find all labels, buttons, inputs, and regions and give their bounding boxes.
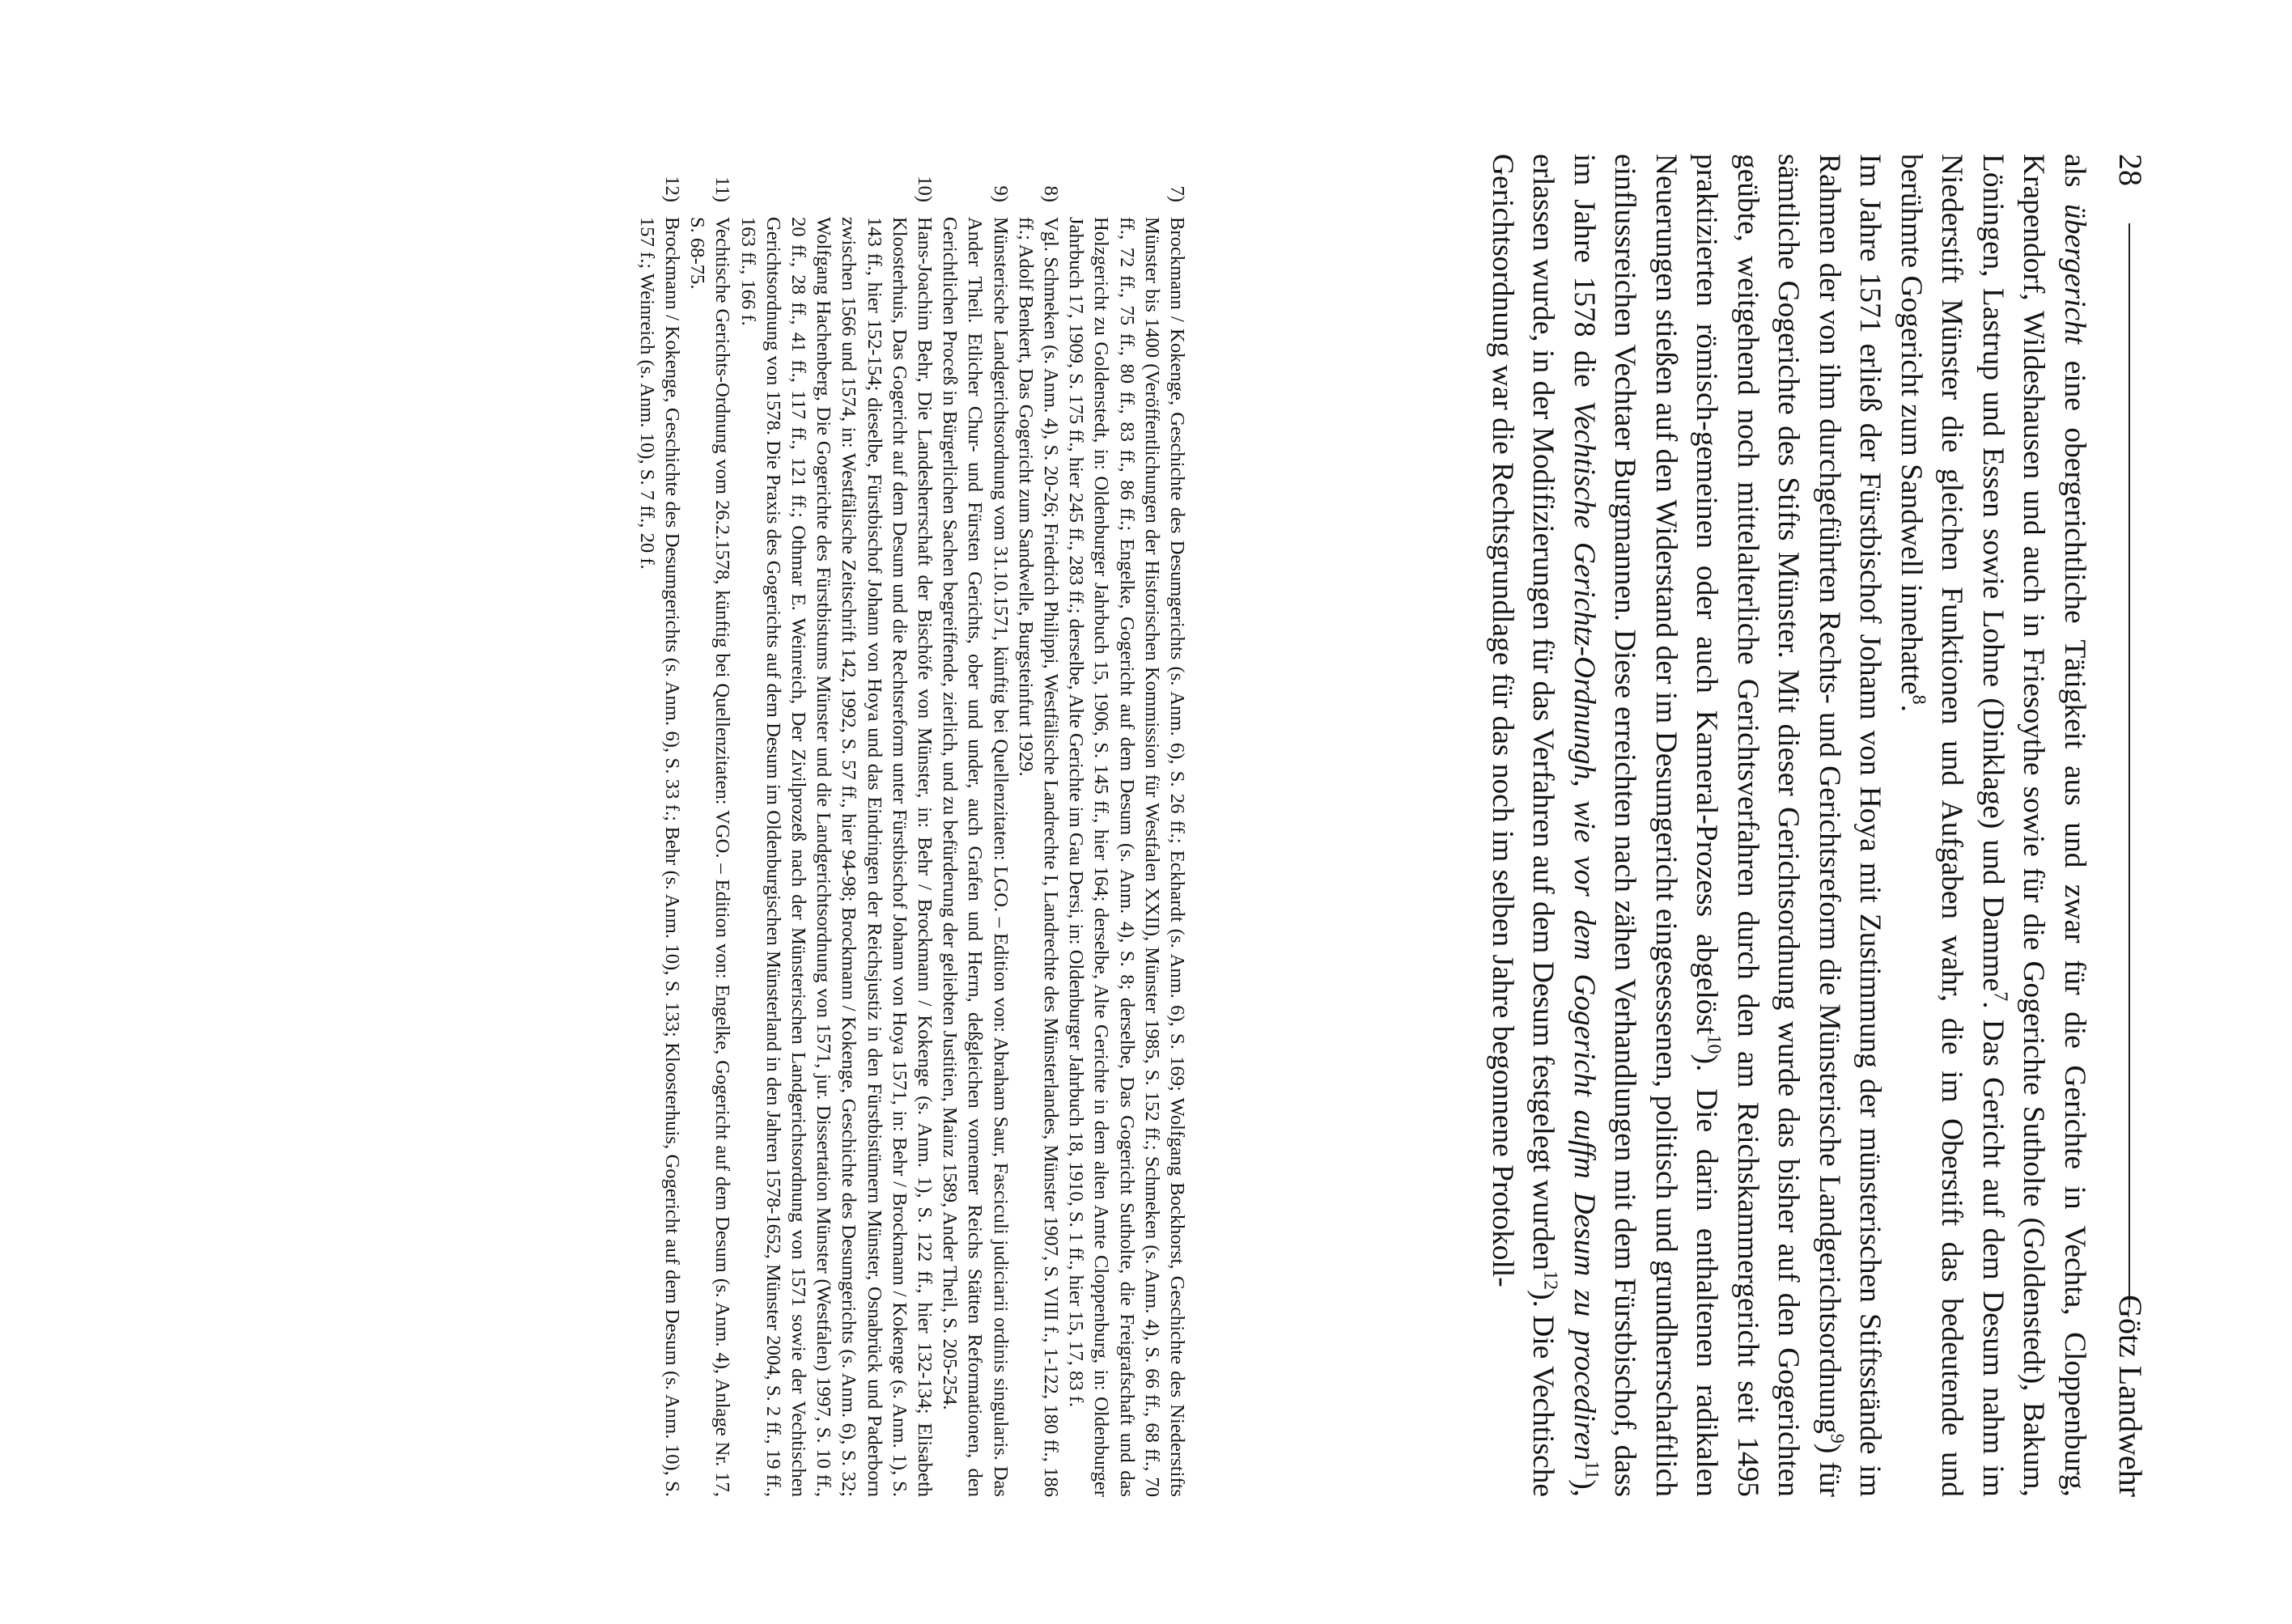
footnote-reference: 7 — [1989, 991, 2011, 1002]
main-text — [1482, 154, 2095, 1497]
text-run: als — [2058, 154, 2091, 205]
text-run: ) für sämtliche Gogerichte des Stifts Münster. Mit dieser Gerichtsordnung wurde das bisher auf den Gogerichten geübte, weitgehend noch mittelalterliche Gerichtsverfahren durch den am Reichskammergericht seit 1495 praktizierten römisch-gemeinen oder auch Kameral-Prozess abgelöst — [1690, 154, 1846, 1497]
footnote-number: 8) — [1039, 185, 1062, 202]
footnote — [1013, 154, 1063, 1497]
footnotes — [635, 154, 1190, 1497]
text-run: . — [1895, 704, 1928, 713]
footnote — [735, 154, 937, 1497]
footnote-number: 9) — [989, 185, 1012, 202]
book-page — [186, 154, 2154, 1497]
text-run: eine obergerichtliche Tätigkeit aus und zwar für die Gerichte in Vechta, Cloppenburg, Krapendorf, Wildeshausen und auch in Friesoythe sowie für die Gogerichte Sutholte (Goldenstedt), Bakum, Löningen, Lastrup und Essen sowie Lohne (Dinklage) und Damme — [1976, 154, 2091, 1497]
footnote-text: Brockmann / Kokenge, Geschichte des Desumgerichts (s. Anm. 6), S. 26 ff.; Eckhardt (s. Anm. 6), S. 169; Wolfgang Bockhorst, Geschichte des Niederstifts Münster bis 1400 (Veröffentlichungen der Historischen Kommission für Westfalen XXII), Münster 1985, S. 152 ff.; Schmeken (s. Anm. 4), S. 66 ff., 68 ff., 70 ff., 72 ff., 75 ff., 80 ff., 83 ff., 86 ff.; Engelke, Gogericht auf dem Desum (s. Anm. 4), S. 8; derselbe, Das Gogericht Sutholte, die Freigrafschaft und das Holzgericht zu Goldenstedt, in: Oldenburger Jahrbuch 15, 1906, S. 145 ff., hier 164; derselbe, Alte Gerichte in dem alten Amte Cloppenburg, in: Oldenburger Jahrbuch 17, 1909, S. 175 ff., hier 245 ff., 283 ff.; derselbe, Alte Gerichte im Gau Dersi, in: Oldenburger Jahrbuch 18, 1910, S. 1 ff., hier 15, 17, 83 f. — [1065, 217, 1188, 1497]
footnote-reference: 10 — [1703, 1034, 1725, 1054]
text-run: ). Die Vechtische Gerichtsordnung war die Rechtsgrundlage für das noch im selben Jahre begonnene Protokoll- — [1486, 154, 1560, 1497]
footnote — [685, 154, 735, 1497]
text-run: ), erlassen wurde, in der Modifizierungen für das Verfahren auf dem Desum festgelegt wurden — [1526, 154, 1601, 1497]
footnote-text: Brockmann / Kokenge, Geschichte des Desumgerichts (s. Anm. 6), S. 33 f.; Behr (s. Anm. 10), S. 133; Kloosterhuis, Gogericht auf dem Desum (s. Anm. 10), S. 157 f.; Weinreich (s. Anm. 10), S. 7 ff., 20 f. — [635, 217, 683, 1497]
text-run: . Das Gericht auf dem Desum nahm im Niederstift Münster die gleichen Funktionen und Aufgaben wahr, die im Oberstift das bedeutende und berühmte Gogericht zum Sandwell innehatte — [1895, 154, 2010, 1497]
footnote-reference: 9 — [1826, 1433, 1848, 1444]
footnote-number: 7) — [1166, 185, 1188, 202]
footnote-reference: 11 — [1581, 1461, 1602, 1480]
running-head-author: Götz Landwehr — [2112, 1295, 2149, 1497]
footnote — [1063, 154, 1190, 1497]
footnote-text: Hans-Joachim Behr, Die Landesherrschaft der Bischöfe von Münster, in: Behr / Brockmann / Kokenge (s. Anm. 1), S. 122 ff., hier 132-134; Elisabeth Kloosterhuis, Das Gogericht auf dem Desum und die Rechtsreform unter Fürstbischof Johann von Hoya 1571, in: Behr / Brockmann / Kokenge (s. Anm. 1), S. 143 ff., hier 152-154; dieselbe, Fürstbischof Johann von Hoya und das Eindringen der Reichsjustiz in den Fürstbistümern Münster, Osnabrück und Paderborn zwischen 1566 und 1574, in: Westfälische Zeitschrift 142, 1992, S. 57 ff., hier 94-98; Brockmann / Kokenge, Geschichte des Desumgerichts (s. Anm. 6), S. 32; Wolfgang Hachenberg, Die Gogerichte des Fürstbistums Münster und die Landgerichtsordnung von 1571, jur. Dissertation Münster (Westfalen) 1997, S. 10 ff., 20 ff., 28 ff., 41 ff., 117 ff., 121 ff.; Othmar E. Weinreich, Der Zivilprozeß nach der Münsterischen Landgerichtsordnung von 1571 sowie der Vechtischen Gerichtsordnung von 1578. Die Praxis des Gogerichts auf dem Desum im Oldenburgischen Münsterland in den Jahren 1578-1652, Münster 2004, S. 2 ff., 19 ff., 163 ff., 166 f. — [736, 217, 936, 1497]
page-number: 28 — [2112, 154, 2149, 186]
text-run: Im Jahre 1571 erließ der Fürstbischof Johann von Hoya mit Zustimmung der münsterischen Stiftsstände im Rahmen der von ihm durchgeführten Rechts- und Gerichtsreform die Münsterische Landgerichtsordnung — [1813, 154, 1887, 1497]
header-rule — [2129, 223, 2130, 1308]
italic-text: übergericht — [2058, 204, 2091, 345]
footnote-number: 11) — [711, 176, 734, 202]
text-run: ). Die darin enthaltenen radikalen Neuerungen stießen auf den Widerstand der im Desumgericht eingesessenen, politisch und grundherrschaftlich einflussreichen Vechtaer Burgmannen. Diese erreichten nach zähen Verhandlungen mit dem Fürstbischof, dass im Jahre 1578 die — [1568, 154, 1724, 1497]
footnote-text: Vgl. Schmeken (s. Anm. 4), S. 20-26; Friedrich Philippi, Westfälische Landrechte I, Landrechte des Münsterlandes, Münster 1907, S. VIII f., 1-122, 180 ff., 186 ff.; Adolf Benkert, Das Gogericht zum Sandwelle, Burgsteinfurt 1929. — [1014, 217, 1062, 1497]
footnote-text: Münsterische Landgerichtsordnung vom 31.10.1571, künftig bei Quellenzitaten: LGO. – Edition von: Abraham Saur, Fasciculi judiciarii ordinis singularis. Das Ander Theil. Etlicher Chur- und Fürsten Gerichts, ober und under, auch Grafen und Herrn, deßgleichen vornemer Reichs Stätten Reformationen, den Gerichtlichen Proceß in Bürgerlichen Sachen begreiffende, zierlich, und zu befürderung der geliebten Justitien, Mainz 1589, Ander Theil, S. 205-254. — [939, 217, 1012, 1497]
footnote — [635, 154, 685, 1497]
footnote-reference: 8 — [1908, 694, 1929, 705]
italic-text: Vechtische Gerichtz-Ordnungh, wie vor dem Gogericht auffm Desum zu procediren — [1568, 401, 1601, 1461]
body-paragraph — [1891, 154, 2095, 1497]
page-header — [2098, 154, 2154, 1497]
footnote-number: 10) — [913, 176, 936, 202]
body-paragraph — [1482, 154, 1891, 1497]
footnote-text: Vechtische Gerichts-Ordnung vom 26.2.1578, künftig bei Quellenzitaten: VGO. – Edition von: Engelke, Gogericht auf dem Desum (s. Anm. 4), Anlage Nr. 17, S. 68-75. — [686, 217, 734, 1497]
footnote-reference: 12 — [1539, 1270, 1561, 1291]
footnote-number: 12) — [660, 176, 683, 202]
footnote — [937, 154, 1013, 1497]
